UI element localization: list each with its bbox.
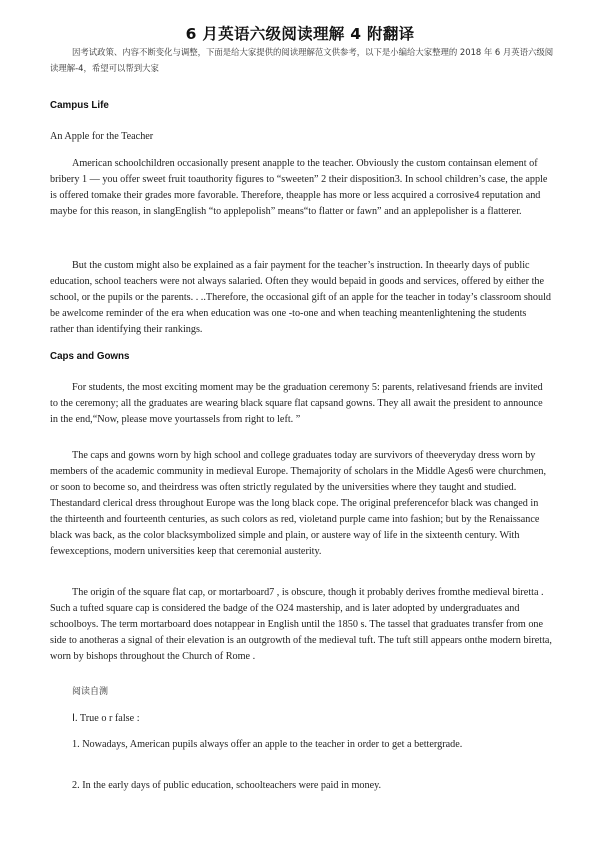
section-heading-campus-life: Campus Life	[50, 100, 109, 111]
quiz-part-heading: Ⅰ. True o r false :	[72, 713, 140, 724]
quiz-label: 阅读自测	[72, 687, 109, 697]
section-heading-caps-gowns: Caps and Gowns	[50, 351, 130, 362]
quiz-question-2: 2. In the early days of public education, schoolteachers were paid in money.	[72, 780, 382, 791]
article-paragraph-2: But the custom might also be explained as a fair payment for the teacher’s instruction. In theearly days of public education, school teachers were not always salaried. Often they would bepaid in goods and services, offered by either the school, or the pupils or the parents. . ..Therefore, the occasional gift of an apple for the teacher in today’s classroom should be awelcome reminder of the era when education was one -to-one and when teaching meantenlightening the students rather than identifying their rankings.	[50, 260, 552, 335]
article-paragraph-5: The origin of the square flat cap, or mortarboard7 , is obscure, though it probably derives fromthe medieval biretta . Such a tufted square cap is considered the badge of the O24 mastership, and is later adopted by undergraduates and schoolboys. The term mortarboard does notappear in English until the 1850 s. The tassel that graduates transfer from one side to anotheras a signal of their elevation is an outgrowth of the medieval tuft. The tuft still appears onthe modern biretta, worn by bishops throughout the Church of Rome .	[50, 587, 552, 662]
article-subheading: An Apple for the Teacher	[50, 131, 154, 142]
page-title: 6 月英语六级阅读理解 4 附翻译	[185, 25, 415, 43]
intro-paragraph: 因考试政策、内容不断变化与调整，下面是给大家提供的阅读理解范文供参考，以下是小编给大家整理的 2018 年 6 月英语六级阅读理解-4，希望可以帮到大家	[50, 47, 554, 73]
article-paragraph-3: For students, the most exciting moment may be the graduation ceremony 5: parents, relativesand friends are invited to the ceremony; all the graduates are wearing black square flat capsand gowns. They all await the president to announce in the end,“Now, please move yourtassels from right to left. ”	[50, 382, 543, 425]
article-paragraph-1: American schoolchildren occasionally present anapple to the teacher. Obviously the custom containsan element of bribery 1 — you offer sweet fruit toauthority figures to “sweeten” 2 their disposition3. In school children’s case, the apple is offered tomake their grades more favorable. Therefore, theapple has more or less acquired a corrosive4 reputation and maybe for this reason, in slangEnglish “to applepolish” means“to flatter or fawn” and an applepolisher is a flatterer.	[50, 158, 548, 217]
quiz-question-1: 1. Nowadays, American pupils always offer an apple to the teacher in order to get a bettergrade.	[72, 739, 463, 750]
article-paragraph-4: The caps and gowns worn by high school and college graduates today are survivors of theeveryday dress worn by members of the academic community in medieval Europe. Themajority of scholars in the Middle Ages6 were churchmen, or soon to become so, and theirdress was often strictly regulated by the universities where they taught and studied. Thestandard clerical dress throughout Europe was the long black cope. The original preferencefor black was changed in the thirteenth and fourteenth centuries, as such colors as red, violetand purple came into fashion; but by the Renaissance black was back, as the color blacksymbolized simple and plain, or austere way of life in the sixteenth century. With fewexceptions, modern universities keep that ceremonial austerity.	[50, 450, 547, 557]
